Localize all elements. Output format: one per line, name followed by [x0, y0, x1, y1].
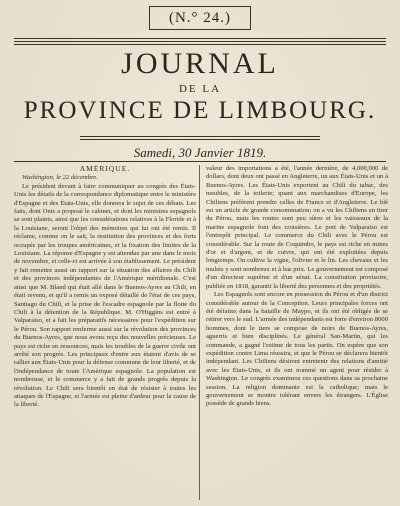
- left-column: [14, 165, 196, 506]
- top-double-rule: [14, 41, 386, 45]
- masthead-journal: JOURNAL: [121, 47, 279, 80]
- section-heading: AMÉRIQUE.: [79, 165, 131, 173]
- masthead-de-la: DE LA: [178, 83, 222, 95]
- left-article-text: Le président devant à faire communiquer au congrès des États-Unis les détails de la correspondance diplomatique entre le ministère d'Espagne et des États-Unis, elle donnera le sujet de ces débats. Les faits, dont Onis a proposé le cabinet, et dont les ministres espagnols se sont plaints, ainsi que les considérations relatives à la Floride et à la Louisiane, seront l'objet des mémoires qui lui ont été remis. Il réclame, comme on le sait, la restitution des provinces et des forts occupés par les troupes américaines, et la fixation des limites de la Louisiane. La réponse d'Espagne y est attendue par une dans le mois de novembre, et celle-ci est arrivée à son établissement. Le président y fait remettre aussi un rapport sur la situation des affaires du Chili et des provinces indépendantes de l'Amérique méridionale. C'est ainsi que M. Bland qui était allé dans le Buenos-Ayres au Chili, en était revenu, et qu'il a remis un exposé détaillé de l'état de ces pays, Santiago du Chili, et la prise de l'escadre espagnole par la flotte du Chili à la détention de la République. M. O'Higgins est entré à Valparaiso, et a fait les préparatifs nécessaires pour l'expédition sur le Pérou. Son rapport renferme aussi sur la révolution des provinces du Buenos-Ayres, que nous avons reçu des nouvelles précieuses. Le pays est riche en ressources, mais les troubles de la guerre civile ont arrêté son progrès. Les principaux d'entre eux étaient d'avis de se rallier aux États-Unis pour la défense commune de leur liberté, et de l'indépendance de toute l'Amérique espagnole. La population est nombreuse, et le commerce y a fait de grands progrès depuis la révolution. Le Chili sera bientôt en état de résister à toutes les attaques de l'Espagne, et l'armée est pleine d'ardeur pour la cause de la liberté.: [14, 182, 196, 409]
- date-rule: [14, 161, 386, 162]
- issue-date: Samedi, 30 Janvier 1819.: [133, 145, 267, 160]
- top-rule: [14, 38, 386, 39]
- column-divider: [199, 165, 200, 500]
- issue-number: (N.° 24.): [149, 6, 251, 30]
- dateline: Washington, le 22 décembre.: [22, 174, 98, 182]
- right-column: [206, 165, 388, 506]
- masthead-rule: [80, 136, 320, 140]
- right-article-para-2: Les Espagnols sont encore en possession du Pérou et d'un district considérable autour de la Conception. Leurs principales forces ont été défaites dans la bataille de Maypo, et ils ont été obligés de se retirer vers le sud. L'armée des indépendants est forte d'environ 8000 hommes, dont le tiers se compose de noirs de Buenos-Ayres, aguerris et bien disciplinés. Le général San-Martin, qui les commande, a gagné l'estime de tous les partis. On espère que son expédition contre Lima réussira, et que le Pérou se déclarera bientôt indépendant. Les Chiliens désirent entretenir des relations d'amitié avec les États-Unis, et ils ont nommé un agent pour résider à Washington. Le congrès examinera ces questions dans sa prochaine session. La religion dominante est la catholique; mais le gouvernement se montre tolérant envers les étrangers. L'Église possède de grands biens.: [206, 291, 388, 408]
- right-article-para-1: valeur des importations a été, l'année dernière, de 4,000,000 de dollars, dont deux ont passé en Angleterre, un aux États-Unis et un à Buenos-Ayres. Les États-Unis exportent au Chili du tabac, des meubles, de la toilerie; quant aux marchandises d'Europe, les Chiliens préfèrent prendre celles de France et d'Angleterre. Le blé est un article de grande consommation; on a vu les Chiliens en tirer du Pérou, mais les routes sont peu sûres et les vaisseaux de la marine espagnole font des croisières. Le port de Valparaiso est l'entrepôt principal. Le commerce du Chili avec le Pérou est considérable. Sur la route de Coquimbo, le pays est riche en mines d'or et d'argent, et de cuivre, qui ont été exploitées depuis longtemps. On cultive la vigne, l'olivier et le lin. Les chevaux et les mulets y sont nombreux et à bas prix. Le gouvernement est composé d'un directeur suprême et d'un sénat. La constitution provisoire, publiée en 1818, garantit la liberté des personnes et des propriétés.: [206, 165, 388, 290]
- masthead-province: PROVINCE DE LIMBOURG.: [23, 97, 377, 124]
